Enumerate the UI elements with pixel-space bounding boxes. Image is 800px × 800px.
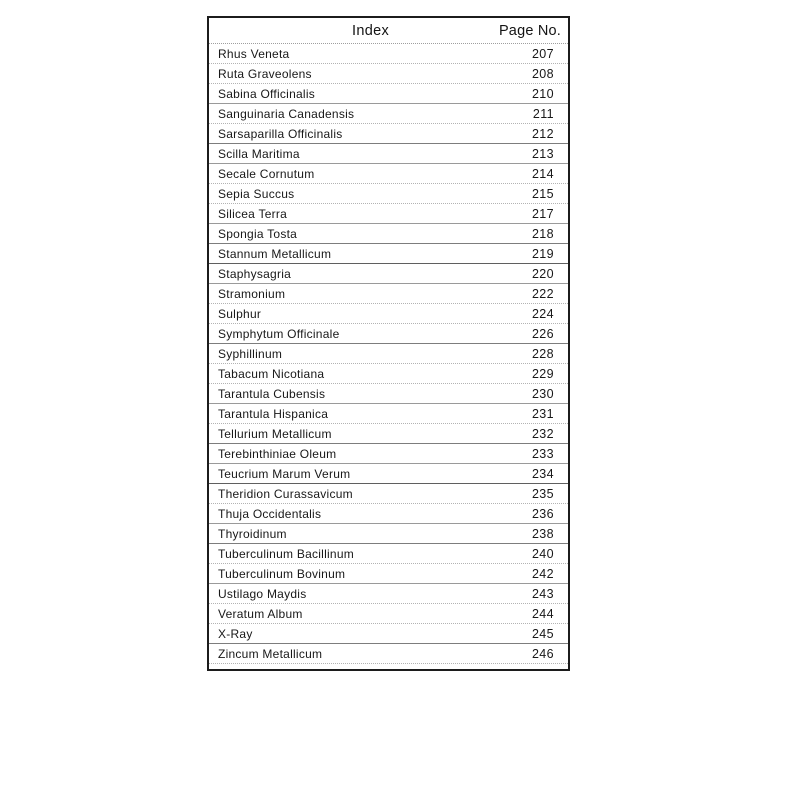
- table-row: [209, 304, 568, 324]
- entry-name: Sarsaparilla Officinalis: [218, 126, 343, 141]
- entry-name: Sepia Succus: [218, 186, 295, 201]
- table-row: [209, 164, 568, 184]
- entry-name: Teucrium Marum Verum: [218, 466, 351, 481]
- table-row: [209, 124, 568, 144]
- entry-name: Spongia Tosta: [218, 226, 298, 241]
- entry-name: Sanguinaria Canadensis: [218, 106, 355, 121]
- entry-name: Stannum Metallicum: [218, 246, 332, 261]
- entry-page: 238: [531, 526, 554, 541]
- entry-name: Tuberculinum Bovinum: [218, 566, 346, 581]
- entry-name: Tabacum Nicotiana: [218, 366, 325, 381]
- entry-page: 215: [531, 186, 554, 201]
- entry-page: 217: [531, 206, 554, 221]
- table-row: [209, 344, 568, 364]
- table-row: [209, 224, 568, 244]
- table-row: [209, 424, 568, 444]
- table-row: [209, 64, 568, 84]
- entry-name: Sabina Officinalis: [218, 86, 315, 101]
- entry-name: Terebinthiniae Oleum: [218, 446, 337, 461]
- entry-name: Thyroidinum: [218, 526, 287, 541]
- table-row: [209, 604, 568, 624]
- entry-page: 219: [531, 246, 554, 261]
- index-table: [207, 16, 570, 671]
- entry-page: 244: [531, 606, 554, 621]
- entry-name: Secale Cornutum: [218, 166, 315, 181]
- table-row: [209, 464, 568, 484]
- entry-page: 243: [531, 586, 554, 601]
- entry-page: 234: [531, 466, 554, 481]
- table-row: [209, 544, 568, 564]
- entry-page: 224: [531, 306, 554, 321]
- entry-page: 240: [531, 546, 554, 561]
- entry-name: Stramonium: [218, 286, 286, 301]
- entry-page: 228: [531, 346, 554, 361]
- entry-name: Scilla Maritima: [218, 146, 300, 161]
- table-row: [209, 484, 568, 504]
- entry-page: 235: [531, 486, 554, 501]
- table-row: [209, 564, 568, 584]
- table-row: [209, 244, 568, 264]
- entry-name: Silicea Terra: [218, 206, 288, 221]
- entry-name: Thuja Occidentalis: [218, 506, 322, 521]
- table-row: [209, 264, 568, 284]
- entry-page: 218: [531, 226, 554, 241]
- table-row: [209, 624, 568, 644]
- entry-page: 222: [531, 286, 554, 301]
- entry-page: 213: [531, 146, 554, 161]
- entry-page: 242: [531, 566, 554, 581]
- table-row: [209, 144, 568, 164]
- table-row: [209, 364, 568, 384]
- entry-page: 231: [531, 406, 554, 421]
- table-row: [209, 104, 568, 124]
- entry-page: 229: [531, 366, 554, 381]
- entry-page: 212: [531, 126, 554, 141]
- entry-page: 246: [531, 646, 554, 661]
- entry-name: Tarantula Cubensis: [218, 386, 326, 401]
- table-row: [209, 524, 568, 544]
- table-row: [209, 384, 568, 404]
- table-row: [209, 504, 568, 524]
- table-row: [209, 404, 568, 424]
- entry-name: Veratum Album: [218, 606, 303, 621]
- entry-name: Ruta Graveolens: [218, 66, 312, 81]
- entry-page: 232: [531, 426, 554, 441]
- table-row: [209, 184, 568, 204]
- table-row: [209, 324, 568, 344]
- entry-page: 245: [531, 626, 554, 641]
- entry-page: 214: [531, 166, 554, 181]
- table-row: [209, 44, 568, 64]
- table-row: [209, 444, 568, 464]
- entry-name: Staphysagria: [218, 266, 292, 281]
- entry-name: Sulphur: [218, 306, 262, 321]
- entry-name: Syphillinum: [218, 346, 283, 361]
- entry-page: 226: [531, 326, 554, 341]
- entry-page: 207: [531, 46, 554, 61]
- entry-name: Symphytum Officinale: [218, 326, 340, 341]
- page-no-header-label: Page No.: [498, 22, 561, 39]
- table-body: [209, 44, 568, 664]
- table-row: [209, 204, 568, 224]
- table-row: [209, 584, 568, 604]
- table-row: [209, 644, 568, 664]
- entry-page: 211: [532, 106, 554, 121]
- entry-name: X-Ray: [218, 626, 253, 641]
- entry-name: Tellurium Metallicum: [218, 426, 332, 441]
- entry-name: Theridion Curassavicum: [218, 486, 353, 501]
- entry-name: Ustilago Maydis: [218, 586, 307, 601]
- index-header-label: Index: [352, 22, 390, 39]
- entry-page: 233: [531, 446, 554, 461]
- entry-name: Tuberculinum Bacillinum: [218, 546, 355, 561]
- entry-page: 210: [531, 86, 554, 101]
- table-row: [209, 284, 568, 304]
- table-header: [209, 18, 568, 44]
- entry-page: 230: [531, 386, 554, 401]
- entry-page: 220: [531, 266, 554, 281]
- entry-name: Zincum Metallicum: [218, 646, 323, 661]
- entry-page: 208: [531, 66, 554, 81]
- entry-name: Tarantula Hispanica: [218, 406, 329, 421]
- table-row: [209, 84, 568, 104]
- entry-name: Rhus Veneta: [218, 46, 290, 61]
- entry-page: 236: [531, 506, 554, 521]
